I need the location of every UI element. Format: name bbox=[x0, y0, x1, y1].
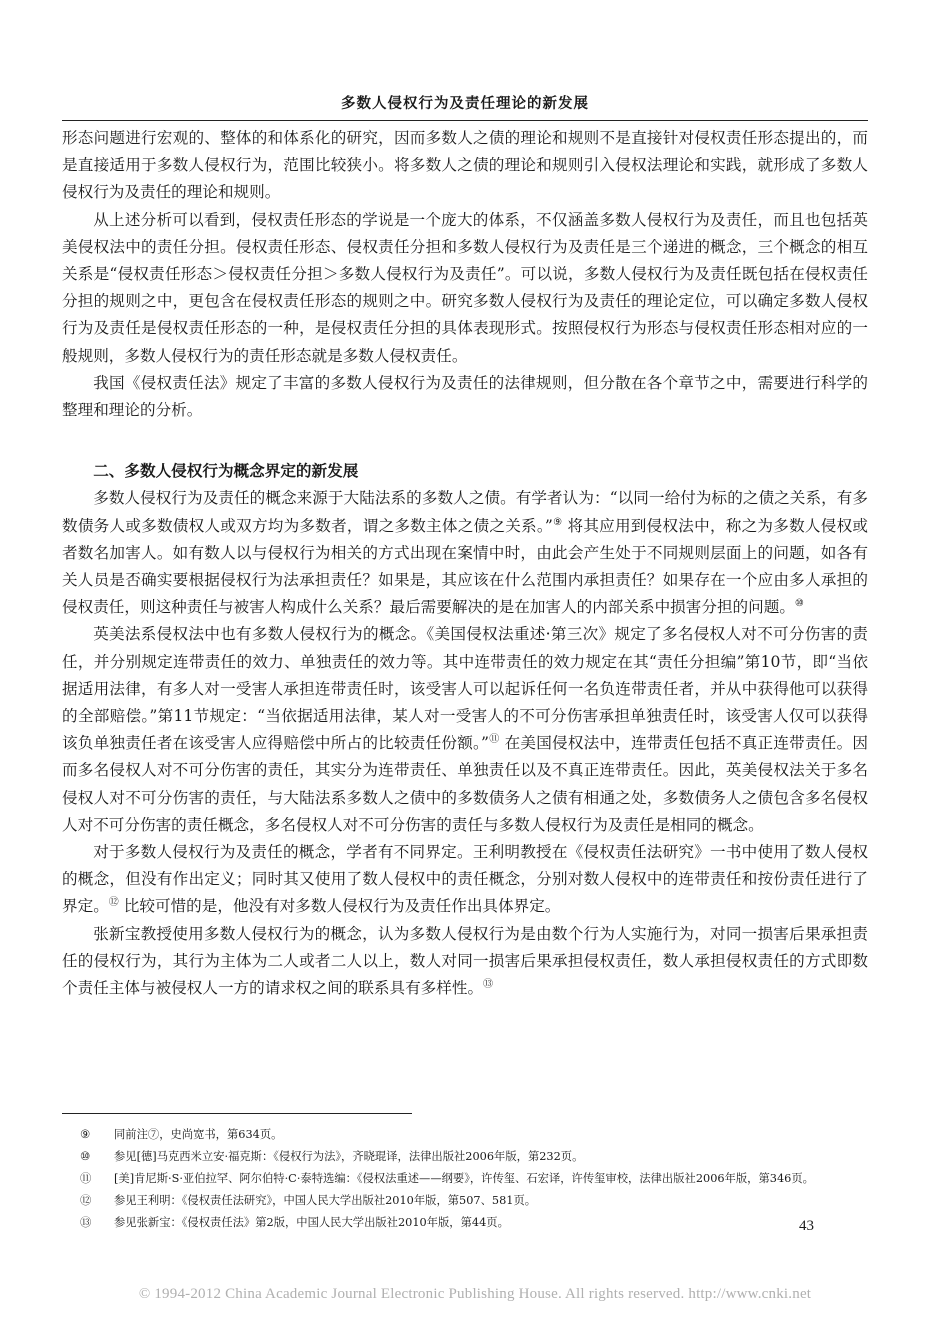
footnote-item bbox=[62, 1146, 868, 1168]
paragraph-7-text-a: 张新宝教授使用多数人侵权行为的概念，认为多数人侵权行为是由数个行为人实施行为，对同一损害后果承担责任的侵权行为，其行为主体为二人或者二人以上，数人对同一损害后果承担侵权责任，数人承担侵权责任的方式即数个责任主体与被侵权人一方的请求权之间的联系具有多样性。 bbox=[62, 924, 868, 998]
footnote-rule bbox=[62, 1113, 412, 1114]
footnote-number: ⑬ bbox=[80, 1216, 92, 1229]
paragraph-5-text-b: 在美国侵权法中，连带责任包括不真正连带责任。因而多名侵权人对不可分伤害的责任，其实分为连带责任、单独责任以及不真正连带责任。因此，英美侵权法关于多名侵权人对不可分伤害的责任，与大陆法系多数人之债中的多数债务人之债有相通之处，多数债务人之债包含多名侵权人对不可分伤害的责任概念，多名侵权人对不可分伤害的责任与多数人侵权行为及责任是相同的概念。 bbox=[62, 734, 868, 834]
paragraph-6-text-a: 对于多数人侵权行为及责任的概念，学者有不同界定。王利明教授在《侵权责任法研究》一书中使用了数人侵权的概念，但没有作出定义；同时其又使用了数人侵权中的责任概念，分别对数人侵权中的连带责任和按份责任进行了界定。 bbox=[62, 843, 868, 916]
footnote-item bbox=[62, 1168, 868, 1190]
running-header: 多数人侵权行为及责任理论的新发展 bbox=[341, 96, 589, 112]
footnote-ref-12[interactable]: ⑫ bbox=[108, 897, 119, 909]
body-text bbox=[62, 125, 868, 1002]
paragraph-4 bbox=[62, 485, 868, 621]
page-number: 43 bbox=[799, 1218, 814, 1234]
footnote-item bbox=[62, 1124, 868, 1146]
paragraph-5-text-a: 英美法系侵权法中也有多数人侵权行为的概念。《美国侵权法重述·第三次》规定了多名侵权人对不可分伤害的责任，并分别规定连带责任的效力、单独责任的效力等。其中连带责任的效力规定在其“责任分担编”第10节，即“当依据适用法律，有多人对一受害人承担连带责任时，该受害人可以起诉任何一名负连带责任者，并从中获得他可以获得的全部赔偿。”第11节规定：“当依据适用法律，某人对一受害人的不可分伤害承担单独责任时，该受害人仅可以获得该负单独责任者在该受害人应得赔偿中所占的比较责任份额。” bbox=[62, 625, 868, 753]
paragraph-4-text-a: 多数人侵权行为及责任的概念来源于大陆法系的多数人之债。有学者认为：“以同一给付为标的之债之关系，有多数债务人或多数债权人或双方均为多数者，谓之多数主体之债之关系。” bbox=[62, 489, 868, 535]
footnote-text: [美]肯尼斯·S·亚伯拉罕、阿尔伯特·C·泰特选编：《侵权法重述——纲要》，许传玺、石宏译，许传玺审校，法律出版社2006年版，第346页。 bbox=[114, 1172, 814, 1185]
footnote-text: 同前注⑦，史尚宽书，第634页。 bbox=[114, 1128, 283, 1141]
paragraph-2-text: 从上述分析可以看到，侵权责任形态的学说是一个庞大的体系，不仅涵盖多数人侵权行为及责任，而且也包括英美侵权法中的责任分担。侵权责任形态、侵权责任分担和多数人侵权行为及责任是三个递进的概念，三个概念的相互关系是“侵权责任形态＞侵权责任分担＞多数人侵权行为及责任”。可以说，多数人侵权行为及责任既包括在侵权责任分担的规则之中，更包含在侵权责任形态的规则之中。研究多数人侵权行为及责任的理论定位，可以确定多数人侵权行为及责任是侵权责任形态的一种，是侵权责任分担的具体表现形式。按照侵权行为形态与侵权责任形态相对应的一般规则，多数人侵权行为的责任形态就是多数人侵权责任。 bbox=[62, 210, 868, 365]
copyright-notice: © 1994-2012 China Academic Journal Electronic Publishing House. All rights reserved. http://www.cnki.net bbox=[138, 1286, 812, 1302]
footnote-ref-9[interactable]: ⑨ bbox=[552, 516, 563, 528]
paragraph-5 bbox=[62, 621, 868, 839]
footnotes bbox=[62, 1124, 868, 1234]
footnote-number: ⑪ bbox=[80, 1172, 92, 1185]
paragraph-1-text: 形态问题进行宏观的、整体的和体系化的研究，因而多数人之债的理论和规则不是直接针对侵权责任形态提出的，而是直接适用于多数人侵权行为，范围比较狭小。将多数人之债的理论和规则引入侵权法理论和实践，就形成了多数人侵权行为及责任的理论和规则。 bbox=[62, 129, 868, 202]
footnote-ref-10[interactable]: ⑩ bbox=[794, 598, 804, 610]
paragraph-7 bbox=[62, 921, 868, 1003]
paragraph-4-text-b: 将其应用到侵权法中，称之为多数人侵权或者数名加害人。如有数人以与侵权行为相关的方式出现在案情中时，由此会产生处于不同规则层面上的问题，如各有关人员是否确实要根据侵权行为法承担责任？如果是，其应该在什么范围内承担责任？如果存在一个应由多人承担的侵权责任，则这种责任与被害人构成什么关系？最后需要解决的是在加害人的内部关系中损害分担的问题。 bbox=[62, 516, 868, 617]
footnote-ref-11[interactable]: ⑪ bbox=[489, 734, 500, 746]
footnote-text: 参见[德]马克西米立安·福克斯：《侵权行为法》，齐晓琨译，法律出版社2006年版，第232页。 bbox=[114, 1150, 584, 1163]
paragraph-2 bbox=[62, 207, 868, 370]
footnote-item bbox=[62, 1212, 868, 1234]
footnote-text: 参见张新宝：《侵权责任法》第2版，中国人民大学出版社2010年版，第44页。 bbox=[114, 1216, 509, 1229]
paragraph-1 bbox=[62, 125, 868, 207]
footnote-number: ⑨ bbox=[80, 1128, 91, 1141]
paragraph-3-text: 我国《侵权责任法》规定了丰富的多数人侵权行为及责任的法律规则，但分散在各个章节之中，需要进行科学的整理和理论的分析。 bbox=[62, 373, 868, 420]
paragraph-6-text-b: 比较可惜的是，他没有对多数人侵权行为及责任作出具体界定。 bbox=[118, 897, 561, 916]
footnote-number: ⑫ bbox=[80, 1194, 92, 1207]
paragraph-6 bbox=[62, 839, 868, 921]
paragraph-3 bbox=[62, 370, 868, 424]
footnote-item bbox=[62, 1190, 868, 1212]
footnote-text: 参见王利明：《侵权责任法研究》，中国人民大学出版社2010年版，第507、581页。 bbox=[114, 1194, 537, 1207]
header-rule bbox=[62, 120, 868, 121]
section-heading: 二、多数人侵权行为概念界定的新发展 bbox=[93, 462, 359, 481]
footnote-number: ⑩ bbox=[80, 1150, 91, 1163]
footnote-ref-13[interactable]: ⑬ bbox=[483, 978, 494, 990]
